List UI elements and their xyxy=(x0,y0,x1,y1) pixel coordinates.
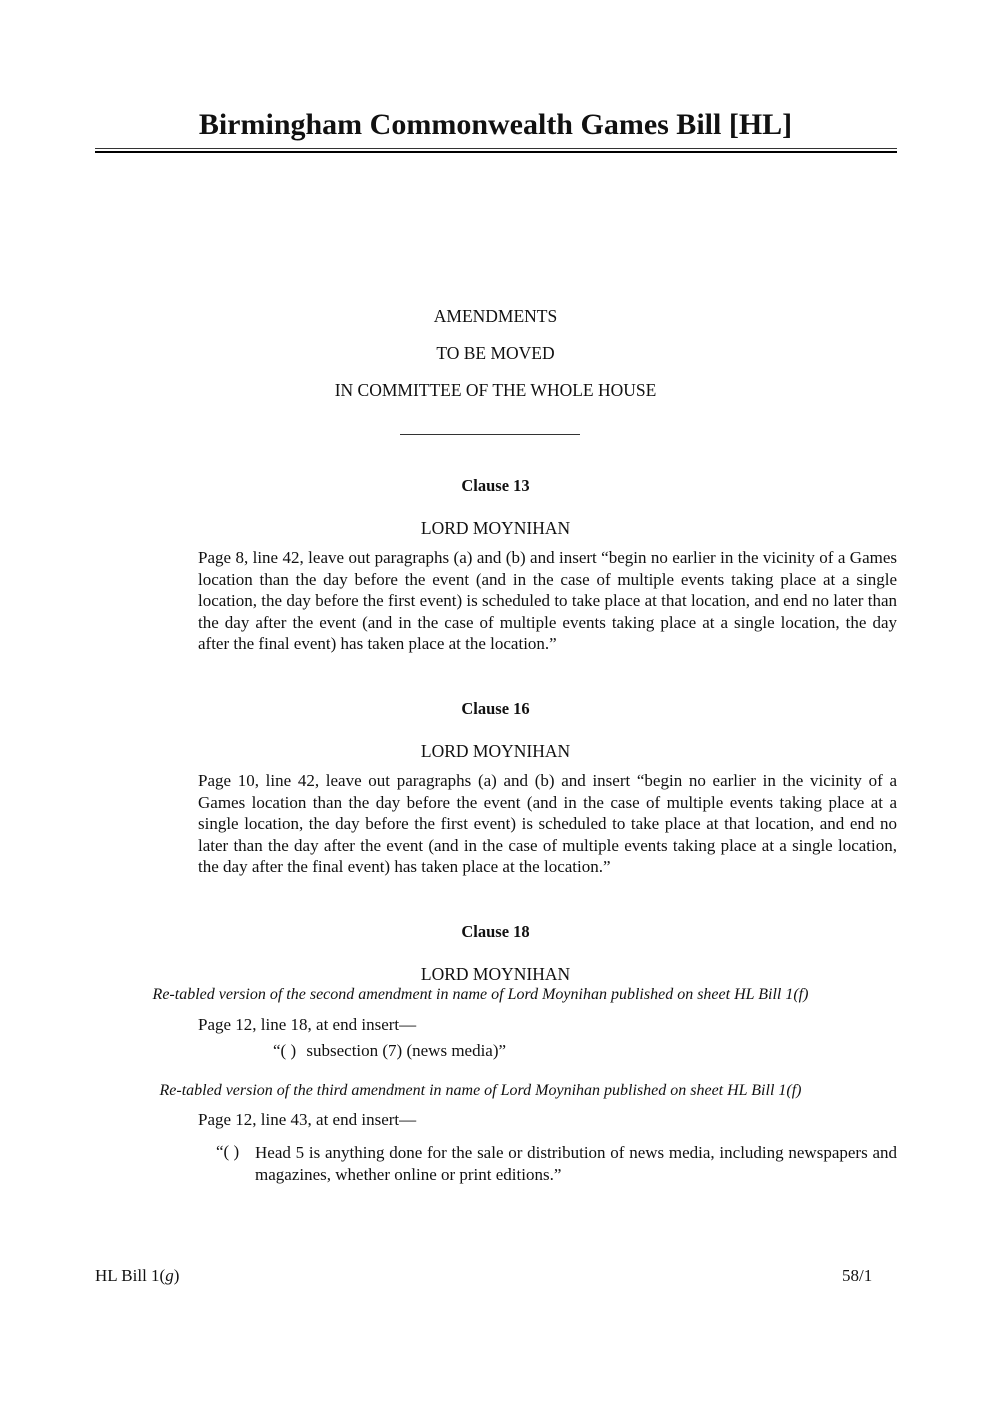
page-number: 58/1 xyxy=(842,1266,873,1285)
heading-line-2: TO BE MOVED xyxy=(436,343,555,363)
member-name: LORD MOYNIHAN xyxy=(420,518,571,538)
member-name: LORD MOYNIHAN xyxy=(420,964,571,984)
title-rule-thick xyxy=(95,151,897,153)
title-rule-thin xyxy=(95,148,897,149)
amendment-text: Page 12, line 43, at end insert— xyxy=(198,1110,417,1129)
retabled-note: Re-tabled version of the second amendment in name of Lord Moynihan published on sheet HL Bill 1(f) xyxy=(152,986,809,1003)
clause-heading: Clause 18 xyxy=(461,922,530,941)
bill-reference: HL Bill 1(g) xyxy=(95,1266,180,1285)
paragraph-number: “( ) xyxy=(216,1142,240,1161)
heading-line-3: IN COMMITTEE OF THE WHOLE HOUSE xyxy=(334,380,657,400)
inserted-text xyxy=(273,1041,506,1061)
amendment-text: Page 8, line 42, leave out paragraphs (a) and (b) and insert “begin no earlier in the vicinity of a Games location than the day before the event (and in the case of multiple events taking place at a single location, the day before the first event) is scheduled to take place at that location, and end no later than the day after the event (and in the case of multiple events taking place at a single location, the day after the final event) has taken place at the location.” xyxy=(198,548,897,653)
heading-line-1: AMENDMENTS xyxy=(433,306,558,326)
amendment-text: Page 10, line 42, leave out paragraphs (a) and (b) and insert “begin no earlier in the vicinity of a Games location than the day before the event (and in the case of multiple events taking place at a single location, the day before the first event) is scheduled to take place at that location, and end no later than the day after the event (and in the case of multiple events taking place at a single location, the day after the final event) has taken place at the location.” xyxy=(198,771,897,876)
clause-heading: Clause 16 xyxy=(461,699,530,718)
retabled-note: Re-tabled version of the third amendment in name of Lord Moynihan published on sheet HL Bill 1(f) xyxy=(159,1082,802,1099)
amendment-text: Page 12, line 18, at end insert— xyxy=(198,1015,417,1034)
member-name: LORD MOYNIHAN xyxy=(420,741,571,761)
quote-text: Head 5 is anything done for the sale or distribution of news media, including newspapers and magazines, whether online or print editions.” xyxy=(255,1143,897,1184)
divider xyxy=(400,434,580,435)
paragraph-number: “( ) xyxy=(273,1041,297,1060)
document-title: Birmingham Commonwealth Games Bill [HL] xyxy=(198,108,793,141)
clause-heading: Clause 13 xyxy=(461,476,530,495)
quote-text: subsection (7) (news media)” xyxy=(306,1041,507,1060)
